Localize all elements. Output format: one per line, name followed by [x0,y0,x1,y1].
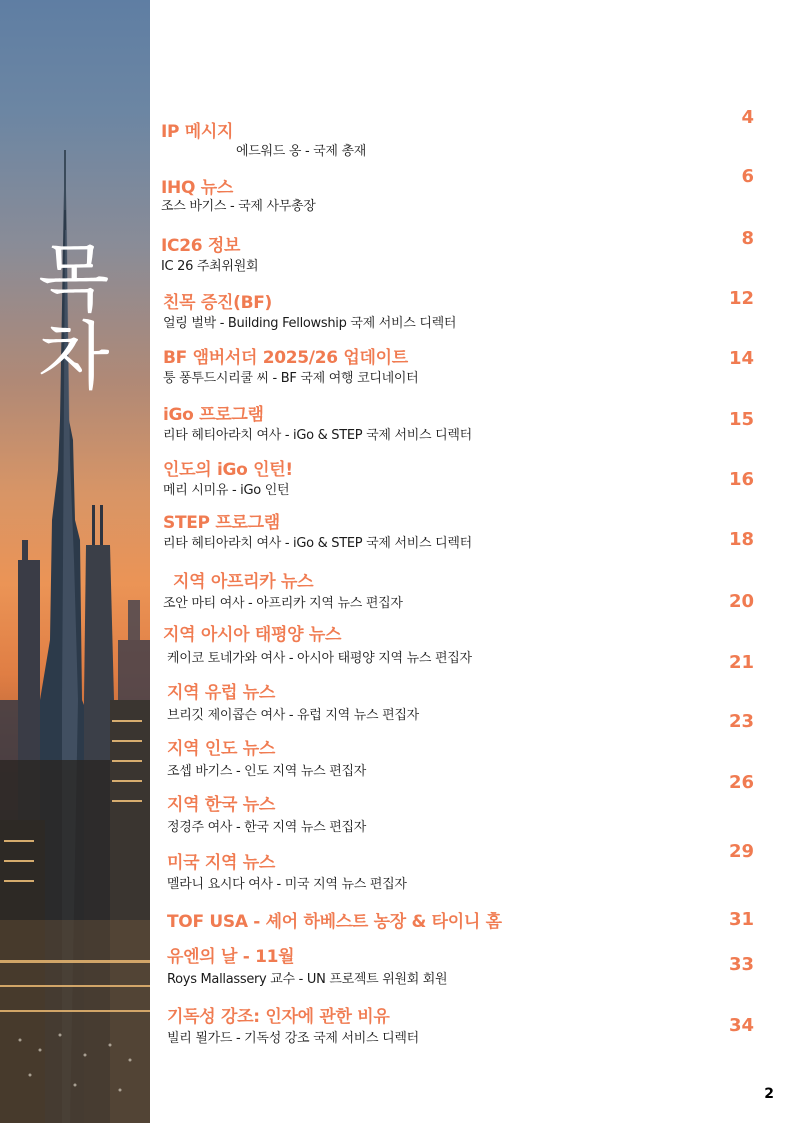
toc-entry-title: 인도의 iGo 인턴! [163,460,293,480]
toc-entry-title: 기독성 강조: 인자에 관한 비유 [167,1007,390,1027]
toc-entry-title: 지역 아시아 태평양 뉴스 [163,625,342,645]
toc-entry-page: 16 [728,469,754,490]
toc-entry-title: iGo 프로그램 [163,405,264,425]
toc-entry-title: 지역 유럽 뉴스 [167,683,275,703]
toc-entry-subtitle: Roys Mallassery 교수 - UN 프로젝트 위원회 회원 [167,972,448,987]
toc-entry-page: 18 [728,529,754,550]
toc-entry-title: IHQ 뉴스 [161,178,233,198]
toc-entry-subtitle: 정경주 여사 - 한국 지역 뉴스 편집자 [167,820,366,835]
toc-entry-subtitle: 브리깃 제이콥슨 여사 - 유럽 지역 뉴스 편집자 [167,708,419,723]
toc-entry-page: 6 [741,166,754,187]
toc-entry-title: TOF USA - 셰어 하베스트 농장 & 타이니 홈 [167,912,502,932]
toc-entry-page: 23 [728,711,754,732]
toc-entry-title: 지역 인도 뉴스 [167,739,275,759]
toc-entry-title: 친목 증진(BF) [163,293,273,313]
toc-entry-page: 29 [728,841,754,862]
toc-entry-page: 33 [728,954,754,975]
toc-entry-page: 20 [728,591,754,612]
toc-entry-title: 지역 아프리카 뉴스 [173,572,314,592]
toc-entry-page: 15 [728,409,754,430]
toc-entry-page: 12 [728,288,754,309]
toc-entry-subtitle: 얼링 벌박 - Building Fellowship 국제 서비스 디렉터 [163,316,457,331]
toc-entry-subtitle: 퉁 퐁투드시리쿨 씨 - BF 국제 여행 코디네이터 [163,371,419,386]
toc-entry-subtitle: 멜라니 요시다 여사 - 미국 지역 뉴스 편집자 [167,877,407,892]
page-number: 2 [764,1086,774,1102]
toc-entry-subtitle: IC 26 주최위원회 [161,259,259,274]
toc-entry-subtitle: 리타 헤티아라치 여사 - iGo & STEP 국제 서비스 디렉터 [163,428,472,443]
toc-entry-page: 31 [728,909,754,930]
toc-entry-subtitle: 빌리 묄가드 - 기독성 강조 국제 서비스 디렉터 [167,1031,419,1046]
toc-entry-title: IP 메시지 [161,122,234,142]
toc-entry-title: BF 앰버서더 2025/26 업데이트 [163,348,408,368]
toc-entry-subtitle: 에드워드 옹 - 국제 총재 [236,144,367,159]
toc-entry-page: 34 [728,1015,754,1036]
table-of-contents-title: 목차 [38,236,110,400]
toc-entry-title: STEP 프로그램 [163,513,280,533]
toc-entry-page: 21 [728,652,754,673]
toc-entry-page: 8 [741,228,754,249]
toc-entry-subtitle: 조셉 바기스 - 인도 지역 뉴스 편집자 [167,764,366,779]
toc-entry-title: IC26 정보 [161,236,241,256]
toc-entry-subtitle: 조스 바기스 - 국제 사무총장 [161,199,316,214]
toc-entry-subtitle: 리타 헤티아라치 여사 - iGo & STEP 국제 서비스 디렉터 [163,536,472,551]
toc-entry-page: 4 [741,107,754,128]
toc-entry-subtitle: 케이코 토네가와 여사 - 아시아 태평양 지역 뉴스 편집자 [167,651,472,666]
toc-entry-page: 14 [728,348,754,369]
toc-entry-subtitle: 메리 시미유 - iGo 인턴 [163,483,290,498]
toc-entry-subtitle: 조안 마티 여사 - 아프리카 지역 뉴스 편집자 [163,596,403,611]
toc-entry-title: 미국 지역 뉴스 [167,853,275,873]
toc-entry-title: 유엔의 날 - 11월 [167,947,295,967]
toc-entry-title: 지역 한국 뉴스 [167,795,275,815]
toc-entry-page: 26 [728,772,754,793]
